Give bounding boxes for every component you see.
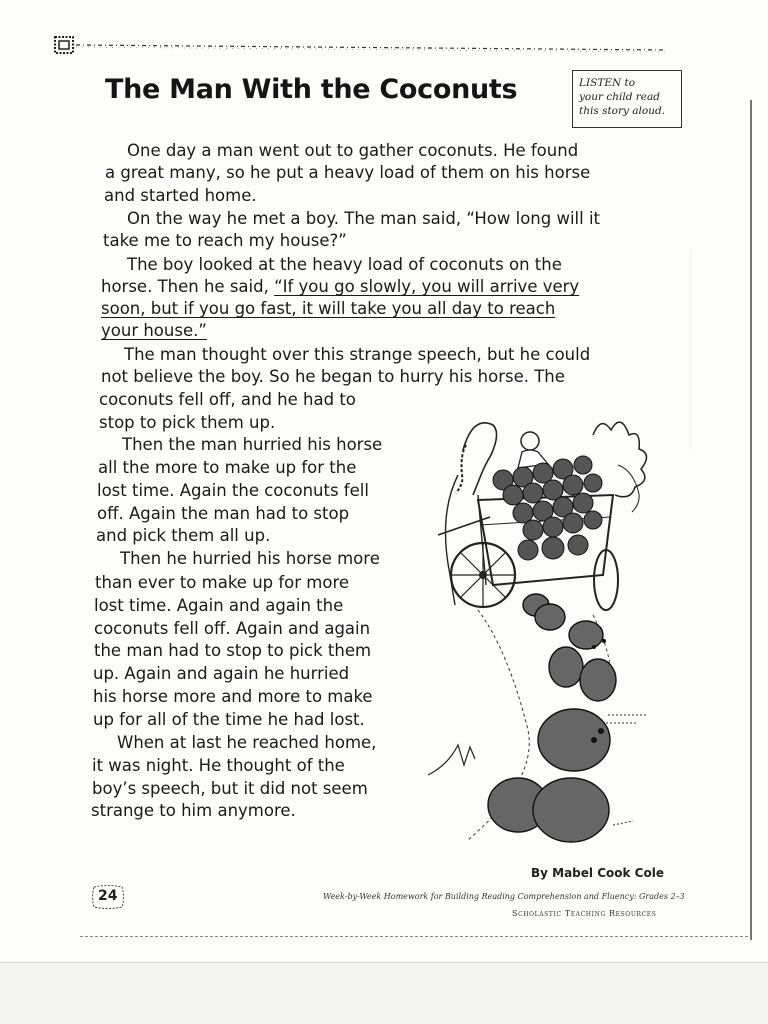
footer-rule: [80, 936, 748, 939]
publisher-credit: Scholastic Teaching Resources: [512, 909, 657, 918]
story-line: soon, but if you go fast, it will take you all day to reach: [101, 299, 556, 318]
story-line: not believe the boy. So he began to hurry his horse. The: [101, 367, 565, 386]
story-line: a great many, so he put a heavy load of them on his horse: [105, 163, 591, 182]
story-line: your house.”: [101, 321, 207, 340]
story-line: off. Again the man had to stop: [97, 504, 350, 523]
decorative-ruler: [50, 32, 670, 58]
story-line: it was night. He thought of the: [92, 756, 345, 775]
story-line: all the more to make up for the: [98, 458, 357, 477]
bleed-through-shadow: [690, 250, 739, 450]
story-line: take me to reach my house?”: [103, 231, 347, 250]
story-line: stop to pick them up.: [99, 413, 276, 432]
page-title: The Man With the Coconuts: [105, 74, 518, 105]
source-credit: Week-by-Week Homework for Building Reading Comprehension and Fluency: Grades 2–3: [323, 892, 685, 901]
story-line: and started home.: [104, 186, 257, 205]
coconut-cart-illustration: [418, 405, 668, 850]
listen-note-line: LISTEN to: [579, 77, 636, 89]
story-line: Then the man hurried his horse: [122, 435, 383, 454]
page-edge-rule: [750, 100, 752, 940]
story-line: strange to him anymore.: [91, 801, 296, 820]
story-line: up. Again and again he hurried: [93, 664, 350, 683]
story-line: than ever to make up for more: [95, 573, 350, 592]
story-line: lost time. Again and again the: [94, 596, 344, 615]
story-line: The man thought over this strange speech, but he could: [124, 345, 591, 364]
story-line: up for all of the time he had lost.: [93, 710, 365, 729]
listen-note-line: this story aloud.: [579, 105, 666, 117]
story-line: the man had to stop to pick them: [94, 641, 372, 660]
story-line: horse. Then he said, “If you go slowly, you will arrive very: [101, 277, 580, 296]
page-number: 24: [98, 888, 118, 904]
underlined-quote: “If you go slowly, you will arrive very: [274, 277, 580, 296]
story-line: When at last he reached home,: [117, 733, 377, 752]
story-line: lost time. Again the coconuts fell: [97, 481, 369, 500]
story-line: On the way he met a boy. The man said, “How long will it: [127, 209, 601, 228]
listen-note: [572, 70, 682, 128]
story-line: and pick them all up.: [96, 526, 271, 545]
author-byline: By Mabel Cook Cole: [531, 866, 664, 880]
story-line: The boy looked at the heavy load of coconuts on the: [127, 255, 562, 274]
story-line: One day a man went out to gather coconuts. He found: [127, 141, 579, 160]
story-line: Then he hurried his horse more: [120, 549, 380, 568]
story-line: coconuts fell off, and he had to: [99, 390, 356, 409]
story-line: coconuts fell off. Again and again: [94, 619, 371, 638]
story-line: boy’s speech, but it did not seem: [92, 779, 368, 798]
listen-note-line: your child read: [579, 91, 661, 103]
story-line: his horse more and more to make: [93, 687, 373, 706]
